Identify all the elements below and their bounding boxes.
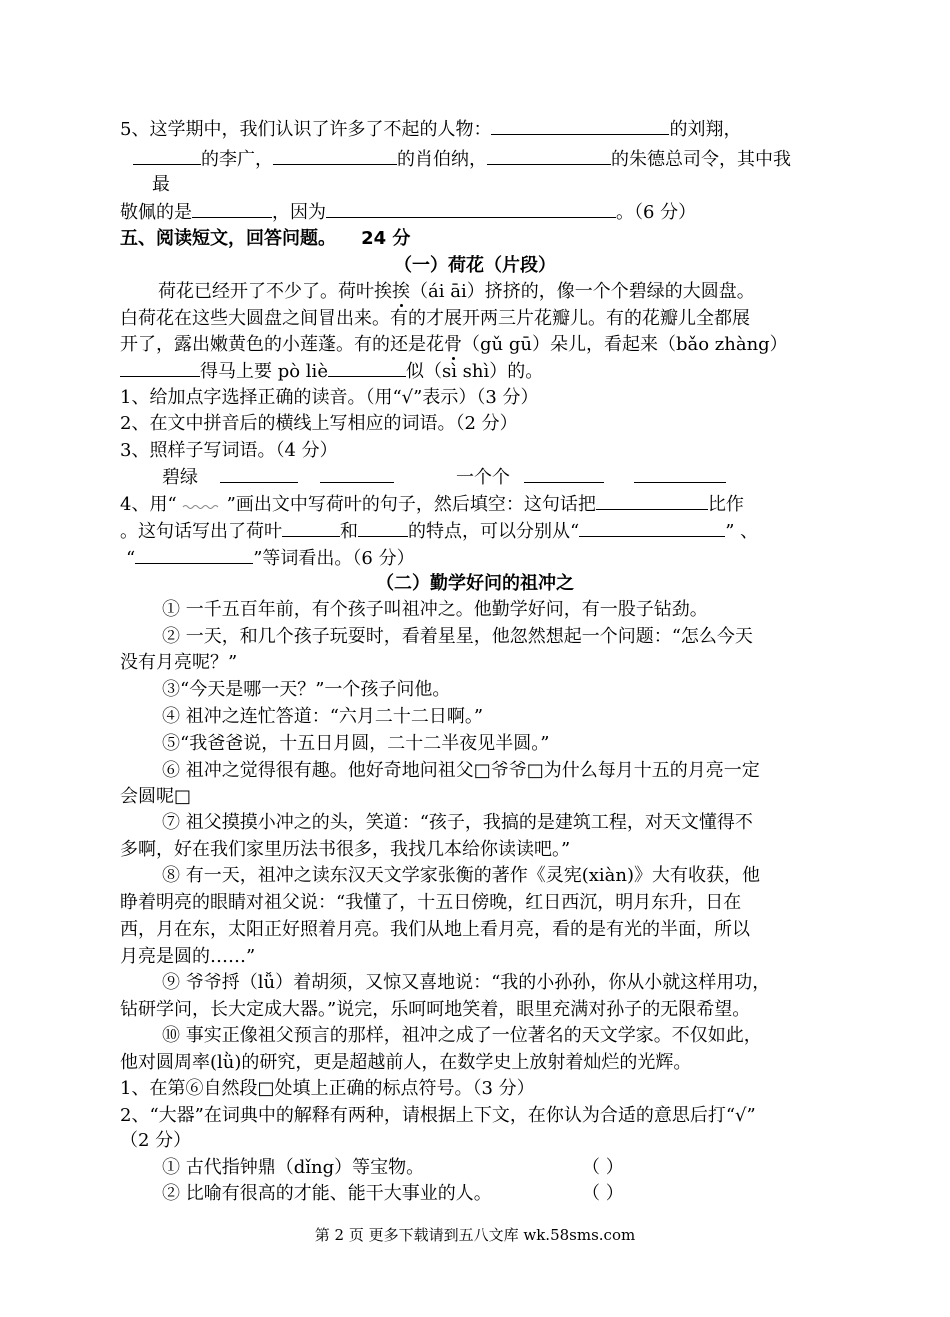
q5-blank-zhude[interactable] — [487, 146, 611, 165]
p2-question-2-score: （2 分） — [120, 1130, 192, 1151]
passage2-line: 他对圆周率(lǜ)的研究，更是超越前人，在数学史上放射着灿烂的光辉。 — [120, 1052, 692, 1073]
q5-blank-reason[interactable] — [326, 199, 616, 218]
passage1-line-3: 开了，露出嫩黄色的小莲蓬。有的还是花骨（gǔ gū）朵儿，看起来（bǎo zhàng） — [120, 334, 788, 355]
passage2-line: ③“今天是哪一天？”一个孩子问他。 — [162, 679, 451, 700]
blank-polie[interactable] — [328, 358, 406, 377]
q5-text-3: 最 — [152, 174, 170, 195]
blank-word-1[interactable] — [220, 464, 298, 483]
section-heading — [120, 226, 410, 252]
p1-question-4-line-2: 。这句话写出了荷叶 和 的特点，可以分别从“ ” 、 — [120, 518, 758, 545]
wavy-underline-icon — [177, 496, 227, 510]
passage1-title: （一）荷花（片段） — [394, 255, 556, 276]
q5-text-2c: 的朱德总司令，其中我 — [611, 149, 791, 170]
section-score: 24 分 — [361, 228, 411, 249]
blank-comparison[interactable] — [596, 491, 708, 510]
example-bilv: 碧绿 — [162, 467, 198, 488]
passage2-line: 会圆呢□ — [120, 786, 192, 807]
passage2-line: ② 一天，和几个孩子玩耍时，看着星星，他忽然想起一个问题：“怎么今天 — [162, 626, 753, 647]
blank-words-2[interactable] — [135, 545, 253, 564]
q5-text-2b: 的肖伯纳， — [397, 149, 487, 170]
p1-question-2: 2、在文中拼音后的横线上写相应的词语。（2 分） — [120, 413, 518, 434]
passage2-line: ④ 祖冲之连忙答道：“六月二十二日啊。” — [162, 706, 484, 727]
blank-word-2[interactable] — [320, 464, 394, 483]
q5-line-4 — [120, 199, 696, 226]
passage2-line: 钻研学问，长大定成大器。”说完，乐呵呵地笑着，眼里充满对孙子的无限希望。 — [120, 999, 751, 1020]
passage2-line: ⑥ 祖冲之觉得很有趣。他好奇地问祖父□爷爷□为什么每月十五的月亮一定 — [162, 760, 760, 781]
passage2-line: ⑤“我爸爸说，十五日月圆，二十二半夜见半圆。” — [162, 733, 550, 754]
p1-question-4-line-1: 4、用“ ”画出文中写荷叶的句子，然后填空：这句话把 比作 — [120, 491, 744, 518]
q5-text-4c: 。（6 分） — [616, 202, 697, 223]
passage2-line: ① 一千五百年前，有个孩子叫祖冲之。他勤学好问，有一股子钻劲。 — [162, 599, 708, 620]
p2-option-1-answer[interactable]: （ ） — [582, 1157, 624, 1178]
blank-words-1[interactable] — [579, 518, 725, 537]
passage1-line-1: 荷花已经开了不少了。荷叶挨挨（ái āi）挤挤的，像一个个碧绿的大圆盘。 — [158, 281, 755, 302]
p2-option-1: ① 古代指钟鼎（dǐng）等宝物。 — [162, 1157, 425, 1178]
blank-feature-1[interactable] — [282, 518, 340, 537]
q5-blank-xiaobona[interactable] — [273, 146, 397, 165]
passage2-line: 睁着明亮的眼睛对祖父说：“我懂了，十五日傍晚，红日西沉，明月东升，日在 — [120, 892, 742, 913]
q5-line-2 — [133, 146, 791, 173]
q5-blank-liuxiang[interactable] — [491, 116, 669, 135]
passage1-line-4: 得马上要 pò liè 似（sì shì）的。 — [120, 358, 543, 385]
section-heading-text: 五、阅读短文，回答问题。 — [120, 228, 336, 249]
q5-text-1b: 的刘翔， — [669, 119, 742, 140]
p2-question-2: 2、“大器”在词典中的解释有两种，请根据上下文，在你认为合适的意思后打“√” — [120, 1105, 756, 1126]
p2-question-1: 1、在第⑥自然段□处填上正确的标点符号。（3 分） — [120, 1078, 535, 1099]
passage2-line: 月亮是圆的……” — [120, 946, 256, 967]
q5-text-4a: 敬佩的是 — [120, 202, 192, 223]
p1-question-3: 3、照样子写词语。（4 分） — [120, 440, 338, 461]
q5-text-4b: ，因为 — [272, 202, 326, 223]
passage2-line: ⑦ 祖父摸摸小冲之的头，笑道：“孩子，我搞的是建筑工程，对天文懂得不 — [162, 812, 753, 833]
passage2-line: 西，月在东，太阳正好照着月亮。我们从地上看月亮，看的是有光的半面，所以 — [120, 919, 750, 940]
q5-blank-liguang[interactable] — [133, 146, 201, 165]
page-footer: 第 2 页 更多下载请到五八文库 wk.58sms.com — [314, 1226, 636, 1244]
blank-word-3[interactable] — [524, 464, 604, 483]
q5-line-1 — [120, 116, 741, 143]
p1-question-3-examples — [162, 464, 726, 491]
blank-baozhang[interactable] — [120, 358, 200, 377]
p2-option-2-answer[interactable]: （ ） — [582, 1183, 624, 1204]
example-yigege: 一个个 — [456, 467, 510, 488]
passage1-line-2: 白荷花在这些大圆盘之间冒出来。有的才展开两三片花瓣儿。有的花瓣儿全都展 — [120, 308, 750, 329]
blank-feature-2[interactable] — [358, 518, 408, 537]
p2-option-2: ② 比喻有很高的才能、能干大事业的人。 — [162, 1183, 492, 1204]
dotted-char-ai: 挨 — [392, 281, 410, 302]
p1-question-4-line-3: “ ”等词看出。（6 分） — [126, 545, 415, 572]
q5-text-1a: 5、这学期中，我们认识了许多了不起的人物： — [120, 119, 492, 140]
q5-blank-admire[interactable] — [192, 199, 272, 218]
passage2-line: ⑧ 有一天，祖冲之读东汉天文学家张衡的著作《灵宪(xiàn)》大有收获，他 — [162, 865, 760, 886]
passage2-line: ⑨ 爷爷捋（lǚ）着胡须，又惊又喜地说：“我的小孙孙，你从小就这样用功， — [162, 972, 771, 993]
passage2-line: ⑩ 事实正像祖父预言的那样，祖冲之成了一位著名的天文学家。不仅如此， — [162, 1025, 762, 1046]
p1-question-1: 1、给加点字选择正确的读音。（用“√”表示）（3 分） — [120, 387, 539, 408]
blank-word-4[interactable] — [634, 464, 726, 483]
passage2-line: 没有月亮呢？” — [120, 652, 238, 673]
q5-line-3 — [152, 172, 170, 198]
passage2-title: （二）勤学好问的祖冲之 — [376, 573, 574, 594]
passage2-line: 多啊，好在我们家里历法书很多，我找几本给你读读吧。” — [120, 839, 571, 860]
dotted-char-gu: 骨 — [444, 334, 462, 355]
q5-text-2a: 的李广， — [201, 149, 273, 170]
